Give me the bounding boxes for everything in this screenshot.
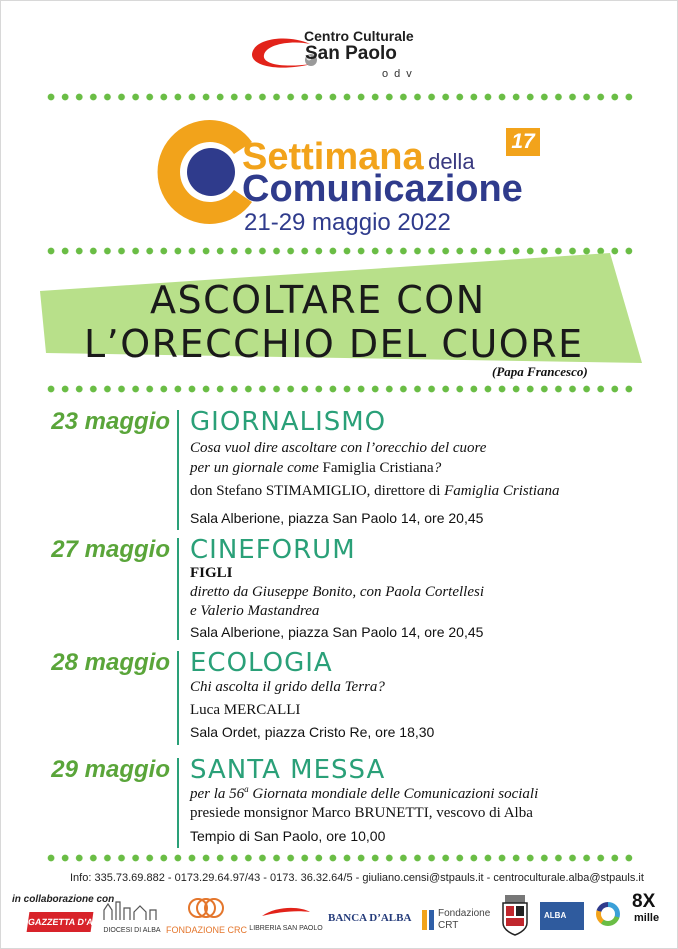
- partner-logo-crc: [166, 896, 247, 936]
- theme-line1: ASCOLTARE CON: [150, 278, 486, 322]
- event-date: 27 maggio: [51, 536, 170, 563]
- round-logo-icon: [601, 907, 615, 921]
- partner-logo-crt: [422, 906, 500, 934]
- partner-logo-8xmille: [632, 892, 672, 938]
- partner-name: GAZZETTA D’ALBA: [27, 917, 113, 927]
- event-venue: Sala Alberione, piazza San Paolo 14, ore 20,45: [190, 510, 484, 526]
- event-title: GIORNALISMO: [190, 407, 387, 437]
- event-description: Chi ascolta il grido della Terra?: [190, 679, 385, 695]
- event-description-part: ?: [433, 460, 442, 476]
- organizer-name-line1: Centro Culturale: [304, 28, 414, 44]
- partner-logo-libreria: [248, 906, 324, 934]
- event-description-part: per un giornale come: [190, 460, 323, 476]
- event-description-line: Cosa vuol dire ascoltare con l’orecchio del cuore: [190, 440, 487, 456]
- dot-divider-1: [44, 92, 634, 102]
- theme-attribution: (Papa Francesco): [492, 364, 588, 379]
- theme-line2: L’ORECCHIO DEL CUORE: [84, 322, 584, 366]
- dot-divider-3: [44, 384, 634, 394]
- organizer-logo: [248, 28, 438, 82]
- organizer-name-line3: odv: [382, 68, 418, 80]
- event-venue: Sala Alberione, piazza San Paolo 14, ore 20,45: [190, 624, 484, 640]
- event-description: e Valerio Mastandrea: [190, 603, 320, 619]
- contact-info: Info: 335.73.69.882 - 0173.29.64.97/43 - 0173. 36.32.64/5 - giuliano.censi@stpauls.it - centroculturale.alba@stpauls.it: [70, 872, 644, 884]
- partner-logo-diocesi: [100, 898, 164, 934]
- event-description-part: Giornata mondiale delle Comunicazioni sociali: [248, 786, 539, 802]
- comunicazione-word: Comunicazione: [242, 168, 523, 210]
- event-date: 23 maggio: [51, 408, 170, 435]
- event-speaker: [190, 483, 560, 500]
- event-speaker: presiede monsignor Marco BRUNETTI, vescovo di Alba: [190, 805, 533, 821]
- event-venue: Tempio di San Paolo, ore 10,00: [190, 828, 386, 844]
- event-title: SANTA MESSA: [190, 755, 386, 785]
- della-word: della: [428, 149, 475, 174]
- edition-badge: [506, 128, 540, 156]
- event-description: [190, 784, 538, 803]
- event-divider: [177, 538, 179, 640]
- event-venue: Sala Ordet, piazza Cristo Re, ore 18,30: [190, 724, 435, 740]
- partner-name: BANCA D’ALBA: [328, 912, 412, 924]
- libreria-swoosh-icon: [256, 906, 316, 920]
- event-date: 28 maggio: [51, 649, 170, 676]
- coat-of-arms-icon: [500, 893, 530, 937]
- event-description: [190, 460, 441, 477]
- partner-logo-round: [596, 902, 620, 926]
- crt-bars-icon: [422, 910, 434, 930]
- partner-logo-banca: [328, 906, 412, 934]
- event-description: diretto da Giuseppe Bonito, con Paola Cortellesi: [190, 584, 484, 600]
- film-title: FIGLI: [190, 565, 233, 581]
- event-divider: [177, 758, 179, 848]
- event-description: [190, 440, 486, 457]
- partner-logo-alba-film: [540, 902, 584, 930]
- ordinal-suffix: a: [244, 784, 249, 794]
- edition-number: 17: [511, 130, 535, 153]
- festival-dates: 21-29 maggio 2022: [244, 209, 451, 236]
- event-title: CINEFORUM: [190, 535, 356, 565]
- event-description-part: per la 56: [190, 786, 245, 802]
- event-title: ECOLOGIA: [190, 648, 333, 678]
- speaker-name: don Stefano STIMAMIGLIO, direttore di: [190, 483, 445, 499]
- partner-name: Fondazione: [438, 908, 491, 919]
- event-divider: [177, 410, 179, 530]
- settimana-word: Settimana: [242, 136, 424, 178]
- partner-name: 8X: [632, 891, 656, 912]
- collaboration-label: in collaborazione con: [12, 894, 115, 905]
- event-divider: [177, 651, 179, 745]
- partner-logo-alba-city: [500, 893, 530, 937]
- magazine-name: Famiglia Cristiana: [444, 483, 560, 499]
- partner-name: LIBRERIA SAN PAOLO: [249, 925, 323, 932]
- partner-logo-gazzetta: [27, 912, 113, 932]
- partner-name: ALBA: [544, 911, 567, 920]
- partner-name: CRT: [438, 920, 459, 931]
- event-date: 29 maggio: [51, 756, 170, 783]
- magazine-name: Famiglia Cristiana: [322, 460, 434, 476]
- partner-name: mille: [634, 912, 660, 924]
- organizer-name-line2: San Paolo: [305, 43, 397, 64]
- event-speaker: Luca MERCALLI: [190, 702, 301, 718]
- partner-name: DIOCESI DI ALBA: [103, 927, 161, 934]
- dot-divider-4: [44, 853, 634, 863]
- partner-name: FONDAZIONE CRC: [166, 925, 247, 935]
- crc-circles-icon: [166, 896, 244, 920]
- church-skyline-icon: [100, 898, 164, 922]
